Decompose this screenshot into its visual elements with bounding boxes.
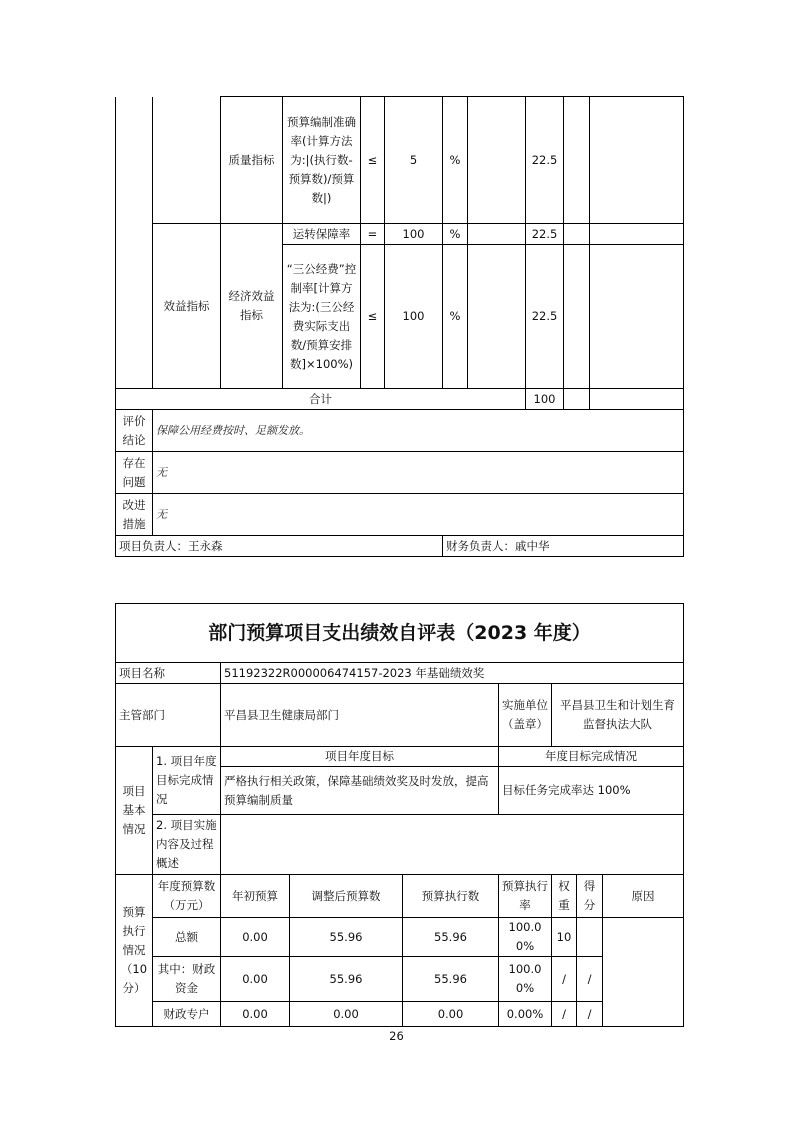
conclusion-value: 保障公用经费按时、足额发放。 xyxy=(153,410,684,452)
budget-row-weight: 10 xyxy=(552,918,577,957)
budget-row-name: 财政专户 xyxy=(153,1002,221,1027)
benefit-category: 经济效益指标 xyxy=(221,224,283,389)
benefit-level2: 效益指标 xyxy=(153,224,221,389)
budget-header: 预算执行数 xyxy=(403,875,499,918)
budget-row-adjusted: 55.96 xyxy=(290,957,403,1002)
quality-blank xyxy=(590,97,684,224)
total-blank xyxy=(564,389,590,410)
completion-header: 年度目标完成情况 xyxy=(499,747,684,767)
basic-label: 项目基本情况 xyxy=(116,747,153,875)
dept-label: 主管部门 xyxy=(116,684,221,747)
impl-content-value xyxy=(221,815,684,875)
improve-value: 无 xyxy=(153,494,684,536)
self-evaluation-table xyxy=(115,603,684,1027)
benefit-blank xyxy=(564,245,590,389)
goal-label: 1. 项目年度目标完成情况 xyxy=(153,747,221,815)
quality-unit: % xyxy=(443,97,468,224)
dept-value: 平昌县卫生健康局部门 xyxy=(221,684,499,747)
budget-row-adjusted: 0.00 xyxy=(290,1002,403,1027)
quality-category: 质量指标 xyxy=(221,97,283,224)
budget-row-score xyxy=(577,918,603,957)
quality-blank xyxy=(468,97,526,224)
budget-header: 年度预算数（万元） xyxy=(153,875,221,918)
budget-row-initial: 0.00 xyxy=(221,1002,290,1027)
budget-header: 预算执行率 xyxy=(499,875,552,918)
budget-header: 得分 xyxy=(577,875,603,918)
budget-row-weight: / xyxy=(552,1002,577,1027)
benefit-blank xyxy=(590,245,684,389)
total-blank xyxy=(590,389,684,410)
benefit-indicator-name: “三公经费”控制率[计算方法为:(三公经费实际支出数/预算安排数]×100%) xyxy=(283,245,361,389)
benefit-score: 22.5 xyxy=(526,245,564,389)
budget-header: 年初预算 xyxy=(221,875,290,918)
operation-blank xyxy=(468,224,526,245)
budget-row-initial: 0.00 xyxy=(221,957,290,1002)
finance-lead: 财务负责人：戚中华 xyxy=(443,536,684,557)
benefit-unit: % xyxy=(443,245,468,389)
goal-header: 项目年度目标 xyxy=(221,747,499,767)
improve-label: 改进措施 xyxy=(116,494,153,536)
impl-content-label: 2. 项目实施内容及过程概述 xyxy=(153,815,221,875)
goal-text: 严格执行相关政策，保障基础绩效奖及时发放，提高预算编制质量 xyxy=(221,767,499,815)
indicator-table xyxy=(115,96,684,557)
operation-operator: = xyxy=(361,224,385,245)
issues-value: 无 xyxy=(153,452,684,494)
budget-reason xyxy=(603,918,684,1027)
quality-value: 5 xyxy=(385,97,443,224)
budget-header: 原因 xyxy=(603,875,684,918)
quality-operator: ≤ xyxy=(361,97,385,224)
total-score: 100 xyxy=(526,389,564,410)
budget-label: 预算执行情况（10分） xyxy=(116,875,153,1027)
table-title: 部门预算项目支出绩效自评表（2023 年度） xyxy=(116,604,684,663)
budget-row-rate: 100.00% xyxy=(499,957,552,1002)
page-number: 26 xyxy=(389,1029,404,1043)
benefit-operator: ≤ xyxy=(361,245,385,389)
issues-label: 存在问题 xyxy=(116,452,153,494)
project-name-label: 项目名称 xyxy=(116,663,221,684)
quality-score: 22.5 xyxy=(526,97,564,224)
benefit-value: 100 xyxy=(385,245,443,389)
operation-blank xyxy=(564,224,590,245)
conclusion-label: 评价结论 xyxy=(116,410,153,452)
benefit-blank xyxy=(468,245,526,389)
quality-indicator-name: 预算编制准确率(计算方法为:|(执行数-预算数)/预算数|) xyxy=(283,97,361,224)
budget-row-name: 总额 xyxy=(153,918,221,957)
quality-blank xyxy=(564,97,590,224)
budget-row-adjusted: 55.96 xyxy=(290,918,403,957)
blank-cell xyxy=(153,97,221,224)
budget-row-name: 其中：财政资金 xyxy=(153,957,221,1002)
impl-value: 平昌县卫生和计划生育监督执法大队 xyxy=(552,684,684,747)
operation-score: 22.5 xyxy=(526,224,564,245)
budget-row-rate: 0.00% xyxy=(499,1002,552,1027)
operation-value: 100 xyxy=(385,224,443,245)
operation-indicator-name: 运转保障率 xyxy=(283,224,361,245)
blank-cell xyxy=(116,97,153,389)
total-label: 合计 xyxy=(116,389,526,410)
budget-row-rate: 100.00% xyxy=(499,918,552,957)
operation-blank xyxy=(590,224,684,245)
impl-label: 实施单位（盖章） xyxy=(499,684,552,747)
budget-header: 调整后预算数 xyxy=(290,875,403,918)
budget-row-executed: 0.00 xyxy=(403,1002,499,1027)
budget-row-score: / xyxy=(577,957,603,1002)
budget-row-initial: 0.00 xyxy=(221,918,290,957)
budget-header: 权重 xyxy=(552,875,577,918)
operation-unit: % xyxy=(443,224,468,245)
budget-row-score: / xyxy=(577,1002,603,1027)
budget-row-executed: 55.96 xyxy=(403,918,499,957)
budget-row-executed: 55.96 xyxy=(403,957,499,1002)
budget-row-weight: / xyxy=(552,957,577,1002)
completion-text: 目标任务完成率达 100% xyxy=(499,767,684,815)
project-name-value: 51192322R000006474157-2023 年基础绩效奖 xyxy=(221,663,684,684)
project-lead: 项目负责人：王永森 xyxy=(116,536,443,557)
